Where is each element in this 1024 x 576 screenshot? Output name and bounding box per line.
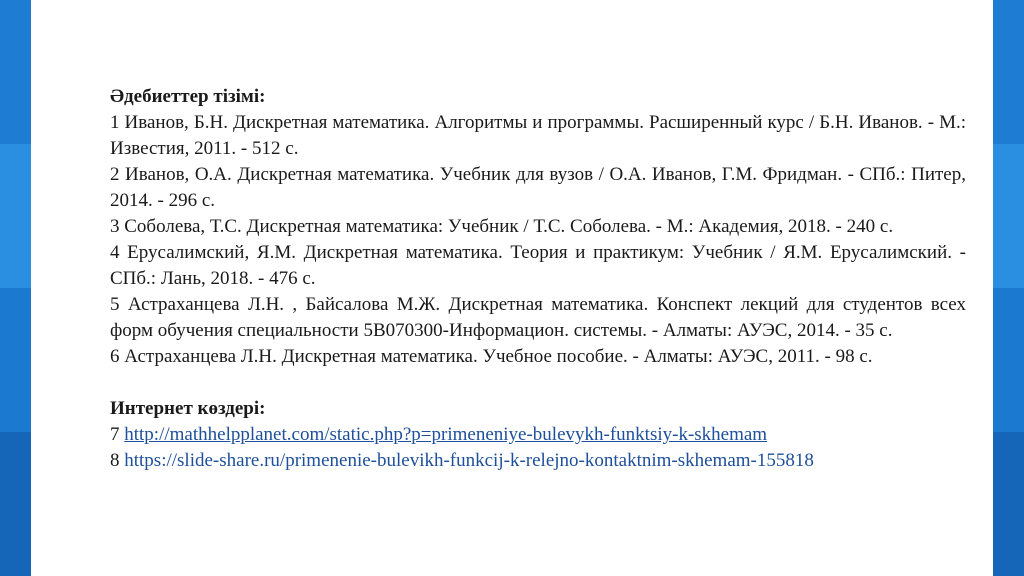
literature-entry-1: 1 Иванов, Б.Н. Дискретная математика. Алгоритмы и программы. Расширенный курс / Б.Н. Иванов. - М.: Известия, 2011. - 512 с. (110, 112, 966, 159)
left-stripe-segment-4 (0, 432, 31, 576)
slide-content (110, 84, 966, 474)
section-spacer (110, 370, 966, 396)
link-number-7: 7 (110, 424, 120, 445)
literature-entry-6: 6 Астраханцева Л.Н. Дискретная математика. Учебное пособие. - Алматы: АУЭС, 2011. - 98 с. (110, 346, 873, 367)
left-stripe-segment-3 (0, 288, 31, 432)
link-number-8: 8 (110, 450, 120, 471)
internet-link-row-8 (110, 448, 966, 474)
literature-heading: Әдебиеттер тізімі: (110, 86, 266, 107)
slide-share-link[interactable]: https://slide-share.ru/primenenie-bulevikh-funkcij-k-relejno-kontaktnim-skhemam-155818 (124, 450, 814, 471)
left-stripe-segment-2 (0, 144, 31, 288)
literature-entry-3: 3 Соболева, Т.С. Дискретная математика: Учебник / Т.С. Соболева. - М.: Академия, 2018. - 240 с. (110, 216, 894, 237)
right-stripe-segment-2 (993, 144, 1024, 288)
internet-heading: Интернет көздері: (110, 398, 266, 419)
right-stripe-segment-1 (993, 0, 1024, 144)
left-stripe-segment-1 (0, 0, 31, 144)
internet-link-row-7 (110, 422, 966, 448)
literature-entry-5: 5 Астраханцева Л.Н. , Байсалова М.Ж. Дискретная математика. Конспект лекций для студентов всех форм обучения специальности 5В070300-Информацион. системы. - Алматы: АУЭС, 2014. - 35 с. (110, 294, 966, 341)
literature-entry-4: 4 Ерусалимский, Я.М. Дискретная математика. Теория и практикум: Учебник / Я.М. Ерусалимский. - СПб.: Лань, 2018. - 476 с. (110, 242, 966, 289)
right-stripe-segment-4 (993, 432, 1024, 576)
mathhelpplanet-link[interactable]: http://mathhelpplanet.com/static.php?p=primeneniye-bulevykh-funktsiy-k-skhemam (124, 424, 768, 445)
literature-entry-2: 2 Иванов, О.А. Дискретная математика. Учебник для вузов / О.А. Иванов, Г.М. Фридман. - СПб.: Питер, 2014. - 296 с. (110, 164, 966, 211)
right-stripe-segment-3 (993, 288, 1024, 432)
